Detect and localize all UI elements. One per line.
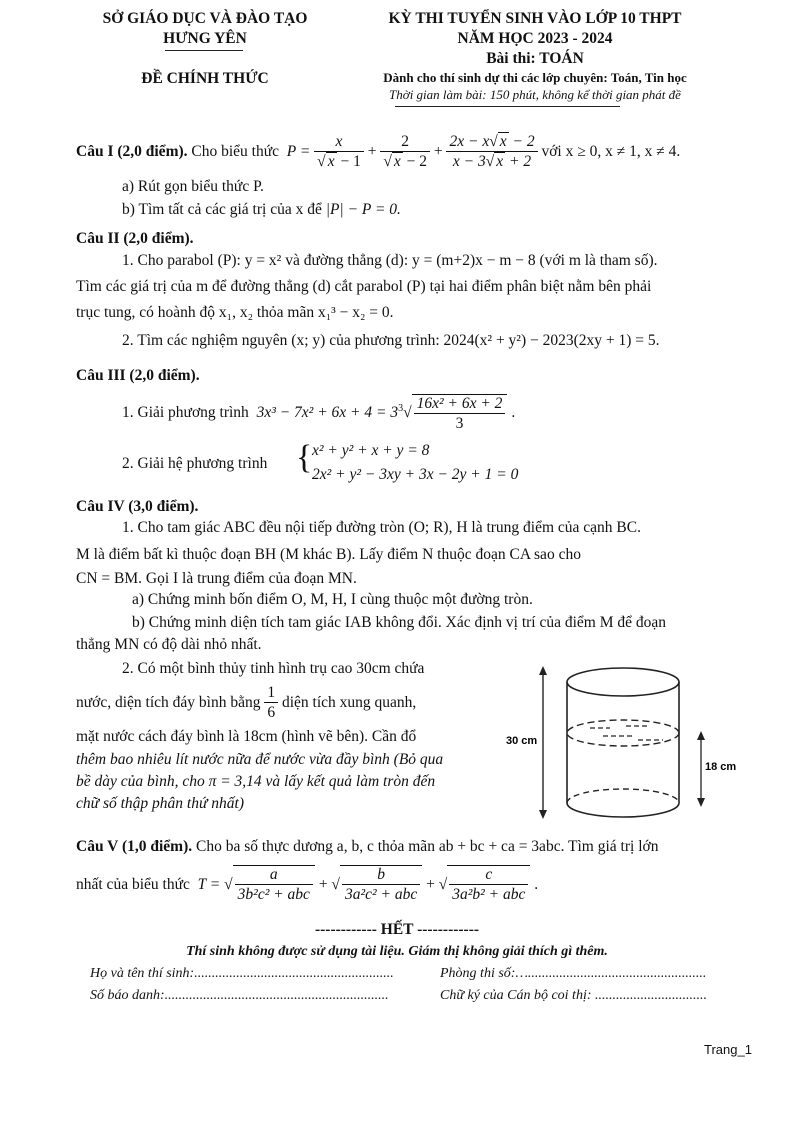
water-height-label: 18 cm — [705, 761, 737, 773]
official-label: ĐỀ CHÍNH THỨC — [141, 70, 269, 87]
question-1b-expr: |P| − P = 0. — [325, 201, 401, 218]
page-number: Trang_1 — [704, 1042, 752, 1057]
question-4-1b-line1: b) Chứng minh diện tích tam giác IAB không đổi. Xác định vị trí của điểm M để đoạn — [132, 614, 667, 631]
cylinder-bottom — [567, 803, 679, 817]
question-4-1a: a) Chứng minh bốn điểm O, M, H, I cùng thuộc một đường tròn. — [132, 591, 533, 608]
sqrt-term-b: b 3a²c² + abc — [340, 865, 422, 905]
header-underline-left — [165, 50, 243, 51]
question-4-1-line3: CN = BM. Gọi I là trung điểm của đoạn MN. — [76, 570, 357, 587]
question-5-line2: nhất của biểu thức T = √ a 3b²c² + abc + √ b 3a²c² + abc + √ c 3a²b² + abc . — [76, 866, 539, 904]
question-1b-text: b) Tìm tất cả các giá trị của x để — [122, 201, 322, 218]
question-5-line1: Câu V (1,0 điểm). Cho ba số thực dương a, b, c thỏa mãn ab + bc + ca = 3abc. Tìm giá trị lớn — [76, 838, 659, 855]
question-5-title: Câu V (1,0 điểm). — [76, 838, 193, 855]
cylinder-figure — [498, 660, 748, 825]
question-4-2-line3: mặt nước cách đáy bình là 18cm (hình vẽ bên). Cần đổ — [76, 728, 417, 745]
candidate-number-field: Số báo danh:................................................................ — [90, 988, 389, 1003]
question-1-condition: với x ≥ 0, x ≠ 1, x ≠ 4. — [541, 143, 681, 160]
fraction-one-sixth: $\frac{1}{6}$ — [264, 684, 278, 723]
question-3-2-text: 2. Giải hệ phương trình — [122, 455, 268, 472]
question-4-2-line2: nước, diện tích đáy bình bằng $\frac{1}{6}$ diện tích xung quanh, — [76, 683, 417, 721]
question-1-line: Câu I (2,0 điểm). Cho biểu thức P = $\frac{x}{√ x - 1}$ + $\frac{2}{√ x - 2}$ + $\frac{2x - x√ x - 2}{x - 3√ x + 2}$ với x ≥ 0, x ≠ 1, x ≠ 4. — [76, 132, 681, 170]
question-1b — [122, 201, 401, 219]
water-surface — [567, 720, 679, 746]
end-marker: ------------ HẾT ------------ — [314, 921, 480, 938]
exam-note: Thí sinh không được sử dụng tài liệu. Giám thị không giải thích gì thêm. — [186, 944, 608, 959]
department-name: SỞ GIÁO DỤC VÀ ĐÀO TẠO — [102, 10, 308, 27]
candidate-name-field: Họ và tên thí sinh:......................................................... — [90, 966, 394, 981]
exam-room-field: Phòng thi số:…................................................... — [440, 966, 707, 981]
subject: Bài thi: TOÁN — [486, 50, 584, 67]
question-4-1-line2: M là điểm bất kì thuộc đoạn BH (M khác B). Lấy điểm N thuộc đoạn CA sao cho — [76, 546, 581, 563]
question-3-1-text: 1. Giải phương trình — [122, 404, 249, 422]
question-3-1-lhs: 3x³ − 7x² + 6x + 4 = 3 — [256, 404, 399, 422]
question-4-2-line4: thêm bao nhiêu lít nước nữa để nước vừa đầy bình (Bỏ qua — [76, 751, 444, 768]
height-label: 30 cm — [506, 735, 538, 747]
question-2-1-line2: Tìm các giá trị của m để đường thẳng (d) cắt parabol (P) tại hai điểm phân biệt nằm bên phải — [76, 278, 652, 295]
sqrt-term-a: a 3b²c² + abc — [233, 865, 315, 905]
question-4-1-line1: 1. Cho tam giác ABC đều nội tiếp đường tròn (O; R), H là trung điểm của cạnh BC. — [122, 519, 641, 536]
question-2-1-line1: 1. Cho parabol (P): y = x² và đường thẳng (d): y = (m+2)x − m − 8 (với m là tham số). — [122, 252, 658, 269]
system-brace: { — [296, 439, 313, 476]
header-underline-right — [395, 106, 620, 107]
school-year: NĂM HỌC 2023 - 2024 — [457, 30, 613, 47]
question-2-2: 2. Tìm các nghiệm nguyên (x; y) của phương trình: 2024(x² + y²) − 2023(2xy + 1) = 5. — [122, 332, 660, 349]
target-candidates: Dành cho thí sinh dự thi các lớp chuyên: Toán, Tin học — [383, 70, 687, 85]
cylinder-top — [567, 668, 679, 696]
province-name: HƯNG YÊN — [163, 30, 247, 47]
fraction-1: $\frac{x}{√ x - 1}$ — [314, 133, 364, 172]
sqrt-term-c: c 3a²b² + abc — [447, 865, 530, 905]
question-3-title: Câu III (2,0 điểm). — [76, 367, 200, 384]
question-2-1-line3: trục tung, có hoành độ x₁, x₂ thỏa mãn x₁³ − x₂ = 0. — [76, 304, 394, 321]
question-4-title: Câu IV (3,0 điểm). — [76, 498, 199, 515]
question-3-1: 1. Giải phương trình $3x^3 - 7x^2 + 6x + 4 = 3^3√$ $\frac{\text{16x² + 6x + 2}}{3}$ . — [122, 394, 516, 432]
invigilator-signature-field: Chữ ký của Cán bộ coi thị: ................................ — [440, 988, 707, 1003]
system-eq-1: x² + y² + x + y = 8 — [312, 442, 430, 459]
question-2-title: Câu II (2,0 điểm). — [76, 230, 194, 247]
cube-root-fraction: $\frac{\text{16x² + 6x + 2}}{3}$ — [412, 394, 508, 434]
exam-duration: Thời gian làm bài: 150 phút, không kể thời gian phát đề — [389, 87, 681, 102]
exam-title: KỲ THI TUYỂN SINH VÀO LỚP 10 THPT — [388, 10, 682, 27]
system-eq-2: 2x² + y² − 3xy + 3x − 2y + 1 = 0 — [312, 466, 519, 483]
question-1-title: Câu I (2,0 điểm). — [76, 143, 188, 160]
question-4-1b-line2: thẳng MN có độ dài nhỏ nhất. — [76, 636, 262, 653]
question-4-2-line5: bề dày của bình, cho π = 3,14 và lấy kết quả làm tròn đến — [76, 773, 436, 790]
question-4-2-line6: chữ số thập phân thứ nhất) — [76, 795, 245, 812]
question-1a: a) Rút gọn biểu thức P. — [122, 178, 264, 195]
fraction-3: $\frac{2x - x√ x - 2}{x - 3√ x + 2}$ — [446, 133, 537, 172]
question-4-2-line1: 2. Có một bình thủy tinh hình trụ cao 30cm chứa — [122, 660, 425, 677]
fraction-2: $\frac{2}{√ x - 2}$ — [380, 133, 430, 172]
question-1-intro: Cho biểu thức — [191, 143, 280, 160]
